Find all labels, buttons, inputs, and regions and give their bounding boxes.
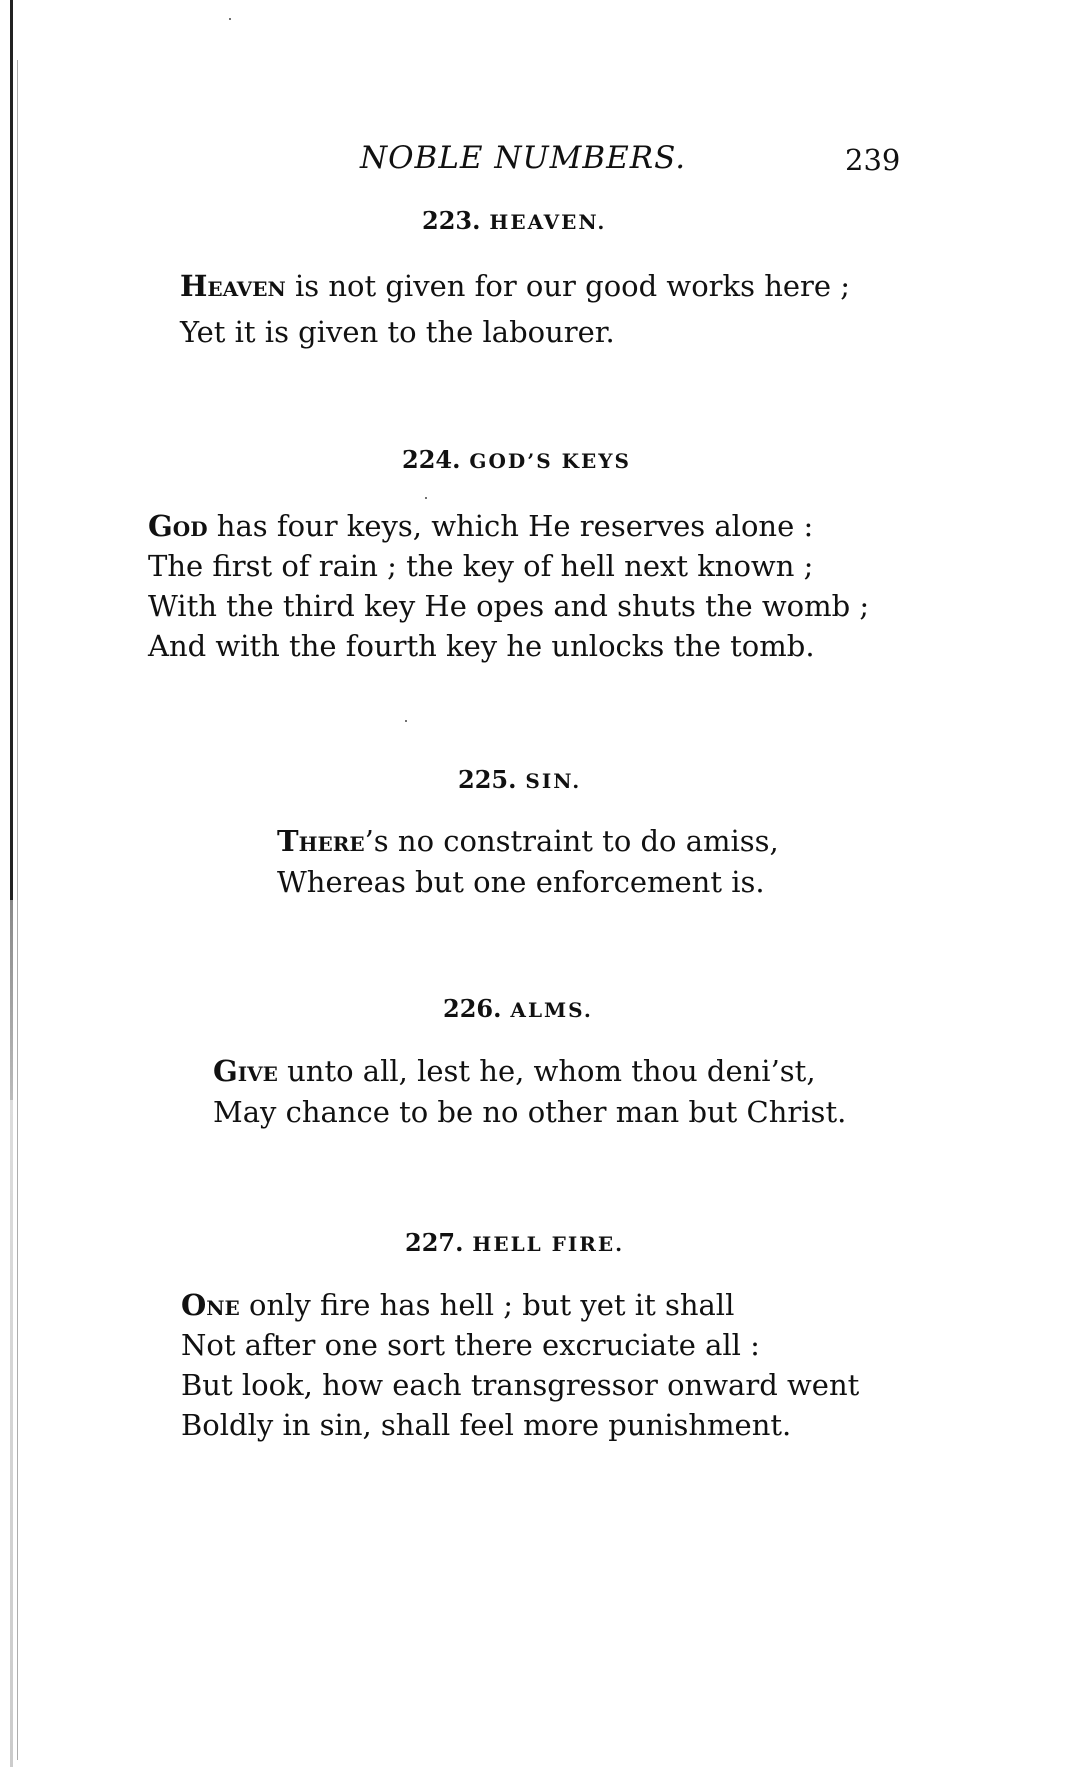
poem-number: 225. — [458, 765, 517, 794]
poem-line: The first of rain ; the key of hell next known ; — [148, 549, 814, 583]
poem-line: Not after one sort there excruciate all : — [181, 1328, 760, 1362]
binding-edge — [10, 0, 13, 1767]
poem-title — [443, 994, 593, 1023]
poem-title-text: ALMS. — [510, 998, 593, 1022]
speck — [229, 18, 231, 20]
poem-line: One only fire has hell ; but yet it shall — [181, 1288, 735, 1322]
poem-number: 224. — [402, 445, 461, 474]
poem-line: Give unto all, lest he, whom thou deni’st, — [213, 1054, 816, 1088]
poem-title-text: SIN. — [525, 769, 582, 793]
poem-title — [402, 445, 631, 474]
poem-line: There’s no constraint to do amiss, — [277, 824, 779, 858]
poem-title-text: HEAVEN. — [489, 210, 607, 234]
binding-shadow — [17, 60, 18, 1760]
poem-line: May chance to be no other man but Christ. — [213, 1095, 847, 1129]
poem-title — [458, 765, 581, 794]
speck — [425, 497, 427, 499]
speck — [405, 720, 407, 722]
poem-line: Heaven is not given for our good works here ; — [180, 269, 851, 303]
poem-number: 223. — [422, 206, 481, 235]
poem-number: 227. — [405, 1228, 464, 1257]
poem-number: 226. — [443, 994, 502, 1023]
poem-line: God has four keys, which He reserves alone : — [148, 509, 814, 543]
poem-line: And with the fourth key he unlocks the tomb. — [148, 629, 815, 663]
running-title: NOBLE NUMBERS. — [360, 140, 687, 176]
poem-line: Yet it is given to the labourer. — [180, 315, 615, 349]
poem-title — [422, 206, 606, 235]
poem-line: But look, how each transgressor onward went — [181, 1368, 860, 1402]
poem-line: With the third key He opes and shuts the womb ; — [148, 589, 870, 623]
poem-title — [405, 1228, 624, 1257]
poem-title-text: HELL FIRE. — [472, 1232, 625, 1256]
poem-line: Whereas but one enforcement is. — [277, 865, 765, 899]
poem-title-text: GOD’S KEYS — [469, 449, 631, 473]
poem-line: Boldly in sin, shall feel more punishment. — [181, 1408, 792, 1442]
page-number: 239 — [845, 143, 901, 177]
